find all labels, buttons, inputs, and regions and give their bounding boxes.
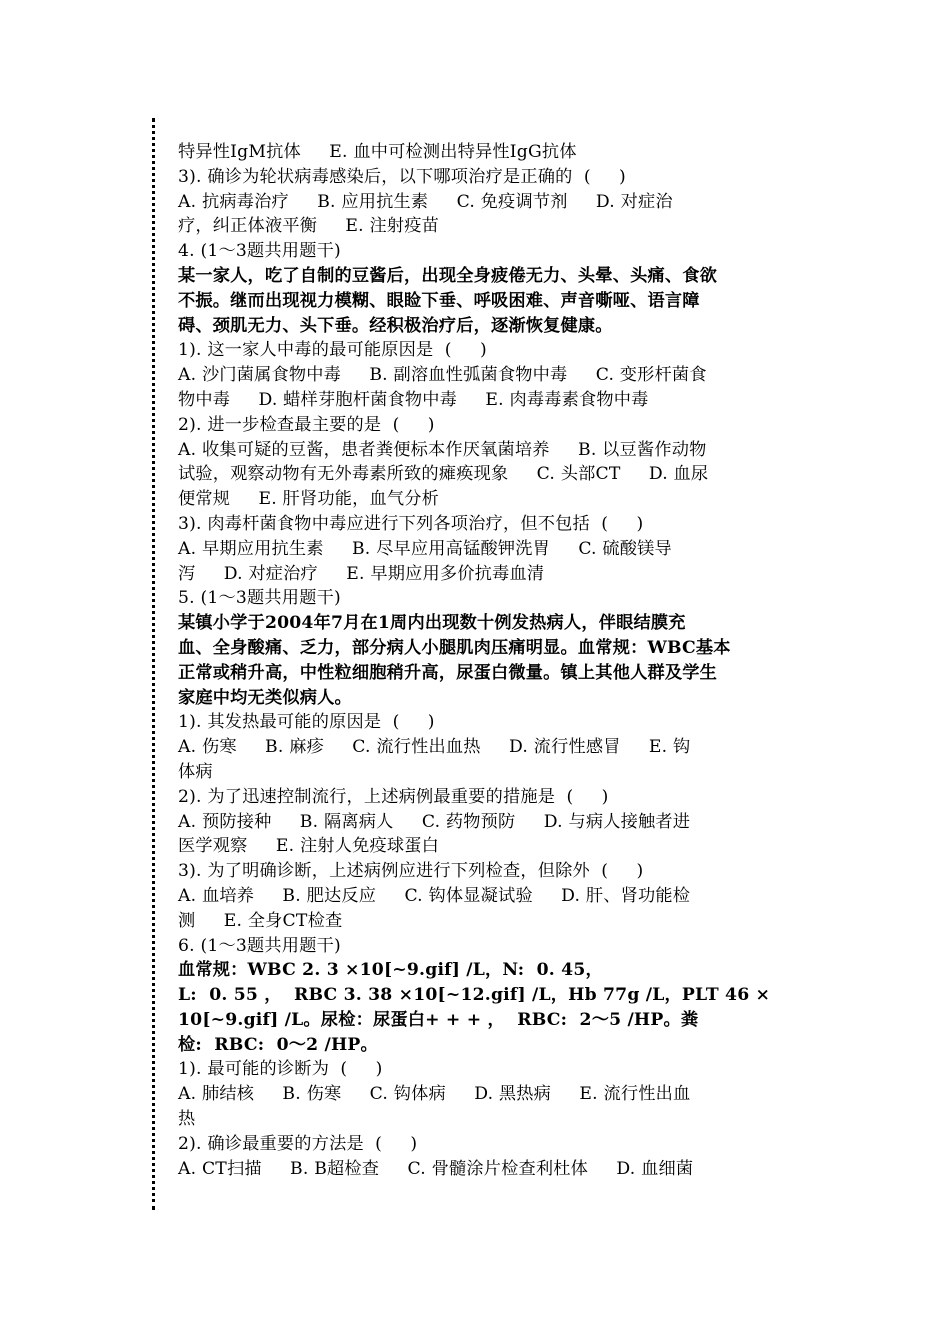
case-description: 10[~9.gif] /L。尿检：尿蛋白+ + + ， RBC: 2～5 /HP。粪 (178, 1009, 699, 1030)
answer-options: A. 早期应用抗生素 B. 尽早应用高锰酸钾洗胃 C. 硫酸镁导 (178, 538, 672, 559)
case-description: 不振。继而出现视力模糊、眼睑下垂、呼吸困难、声音嘶哑、语言障 (178, 290, 700, 311)
case-heading: 4. (1～3题共用题干) (178, 241, 341, 262)
case-description: 正常或稍升高，中性粒细胞稍升高，尿蛋白微量。镇上其他人群及学生 (178, 662, 718, 683)
answer-options: A. 肺结核 B. 伤寒 C. 钩体病 D. 黑热病 E. 流行性出血 (178, 1084, 691, 1105)
answer-options: 医学观察 E. 注射人免疫球蛋白 (178, 836, 440, 857)
answer-options: 试验，观察动物有无外毒素所致的瘫痪现象 C. 头部CT D. 血尿 (178, 464, 709, 485)
answer-options: 体病 (178, 761, 213, 782)
case-description: L: 0. 55 ， RBC 3. 38 ×10[~12.gif] /L，Hb 77g /L，PLT 46 × (178, 985, 771, 1006)
question-stem: 1). 其发热最可能的原因是 ( ) (178, 712, 435, 733)
answer-options: 物中毒 D. 蜡样芽胞杆菌食物中毒 E. 肉毒毒素食物中毒 (178, 389, 649, 410)
case-heading: 5. (1～3题共用题干) (178, 588, 341, 609)
answer-options: A. 沙门菌属食物中毒 B. 副溶血性弧菌食物中毒 C. 变形杆菌食 (178, 365, 707, 386)
question-stem: 3). 确诊为轮状病毒感染后，以下哪项治疗是正确的 ( ) (178, 166, 626, 187)
case-heading: 6. (1～3题共用题干) (178, 935, 341, 956)
case-description: 检: RBC: 0～2 /HP。 (178, 1034, 378, 1055)
case-description: 血、全身酸痛、乏力，部分病人小腿肌肉压痛明显。血常规：WBC基本 (178, 637, 731, 658)
text-line: 特异性IgM抗体 E. 血中可检测出特异性IgG抗体 (178, 142, 577, 162)
question-stem: 1). 最可能的诊断为 ( ) (178, 1059, 383, 1080)
answer-options: 疗，纠正体液平衡 E. 注射疫苗 (178, 216, 440, 237)
question-stem: 3). 肉毒杆菌食物中毒应进行下列各项治疗，但不包括 ( ) (178, 513, 644, 534)
question-stem: 2). 进一步检查最主要的是 ( ) (178, 414, 435, 435)
answer-options: A. 血培养 B. 肥达反应 C. 钩体显凝试验 D. 肝、肾功能检 (178, 885, 691, 906)
document-body (178, 140, 790, 1181)
binding-margin-dotted-line (152, 118, 155, 1210)
question-stem: 1). 这一家人中毒的最可能原因是 ( ) (178, 340, 487, 361)
answer-options: 便常规 E. 肝肾功能，血气分析 (178, 489, 440, 510)
question-stem: 2). 为了迅速控制流行，上述病例最重要的措施是 ( ) (178, 786, 609, 807)
answer-options: 热 (178, 1109, 196, 1130)
answer-options: A. CT扫描 B. B超检查 C. 骨髓涂片检查利杜体 D. 血细菌 (178, 1158, 694, 1179)
answer-options: 泻 D. 对症治疗 E. 早期应用多价抗毒血清 (178, 563, 545, 584)
answer-options: A. 预防接种 B. 隔离病人 C. 药物预防 D. 与病人接触者进 (178, 811, 691, 832)
answer-options: A. 抗病毒治疗 B. 应用抗生素 C. 免疫调节剂 D. 对症治 (178, 191, 673, 212)
case-description: 血常规：WBC 2. 3 ×10[~9.gif] /L，N: 0. 45， (178, 960, 603, 981)
answer-options: A. 伤寒 B. 麻疹 C. 流行性出血热 D. 流行性感冒 E. 钩 (178, 737, 691, 758)
question-stem: 3). 为了明确诊断，上述病例应进行下列检查，但除外 ( ) (178, 861, 644, 882)
answer-options: A. 收集可疑的豆酱，患者粪便标本作厌氧菌培养 B. 以豆酱作动物 (178, 439, 707, 460)
question-stem: 2). 确诊最重要的方法是 ( ) (178, 1133, 418, 1154)
answer-options: 测 E. 全身CT检查 (178, 910, 343, 931)
case-description: 家庭中均无类似病人。 (178, 687, 352, 708)
case-description: 某镇小学于2004年7月在1周内出现数十例发热病人，伴眼结膜充 (178, 613, 686, 634)
case-description: 碍、颈肌无力、头下垂。经积极治疗后，逐渐恢复健康。 (178, 315, 613, 336)
case-description: 某一家人，吃了自制的豆酱后，出现全身疲倦无力、头晕、头痛、食欲 (178, 265, 718, 286)
